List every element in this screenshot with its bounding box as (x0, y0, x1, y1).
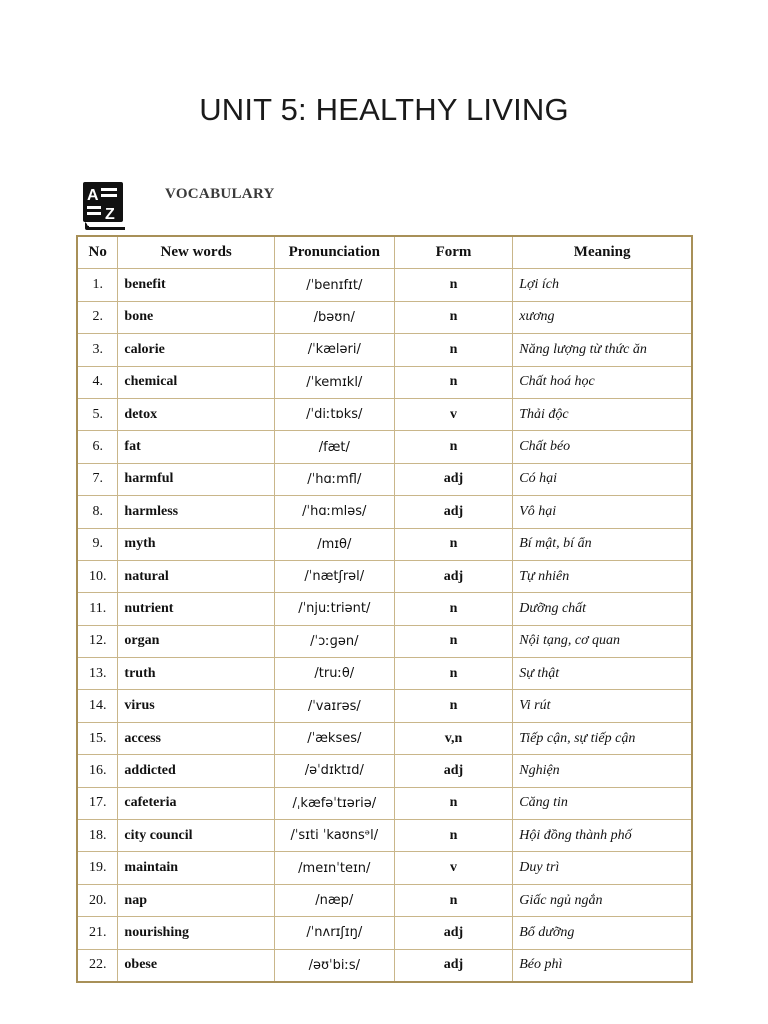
table-row (77, 593, 692, 625)
cell-no: 13. (77, 658, 118, 690)
table-row (77, 820, 692, 852)
cell-pronunciation: /bəʊn/ (274, 301, 394, 333)
cell-meaning: Chất hoá học (513, 366, 692, 398)
cell-meaning: Bí mật, bí ẩn (513, 528, 692, 560)
cell-no: 2. (77, 301, 118, 333)
cell-meaning: Nghiện (513, 755, 692, 787)
table-row (77, 560, 692, 592)
table-row (77, 755, 692, 787)
svg-text:A: A (87, 187, 99, 204)
cell-form: n (394, 884, 513, 916)
cell-form: adj (394, 917, 513, 949)
cell-form: n (394, 334, 513, 366)
cell-meaning: Vô hại (513, 496, 692, 528)
cell-pronunciation: /ˈhɑːmfl/ (274, 463, 394, 495)
cell-pronunciation: /ˈnætʃrəl/ (274, 560, 394, 592)
cell-no: 4. (77, 366, 118, 398)
table-row (77, 269, 692, 301)
cell-meaning: Giấc ngủ ngắn (513, 884, 692, 916)
cell-no: 7. (77, 463, 118, 495)
cell-meaning: Duy trì (513, 852, 692, 884)
cell-no: 17. (77, 787, 118, 819)
cell-meaning: Bổ dưỡng (513, 917, 692, 949)
cell-meaning: Béo phì (513, 949, 692, 982)
cell-no: 18. (77, 820, 118, 852)
cell-pronunciation: /meɪnˈteɪn/ (274, 852, 394, 884)
page-title: UNIT 5: HEALTHY LIVING (199, 92, 569, 127)
cell-form: n (394, 593, 513, 625)
cell-meaning: Căng tin (513, 787, 692, 819)
cell-form: n (394, 301, 513, 333)
cell-meaning: Tự nhiên (513, 560, 692, 592)
cell-no: 10. (77, 560, 118, 592)
cell-word: nutrient (118, 593, 274, 625)
cell-word: harmful (118, 463, 274, 495)
table-row (77, 366, 692, 398)
svg-text:Z: Z (105, 206, 115, 223)
cell-no: 15. (77, 722, 118, 754)
cell-word: harmless (118, 496, 274, 528)
header-pronunciation: Pronunciation (274, 236, 394, 269)
table-row (77, 625, 692, 657)
cell-pronunciation: /əʊˈbiːs/ (274, 949, 394, 982)
cell-pronunciation: /ˈnjuːtriənt/ (274, 593, 394, 625)
cell-pronunciation: /ˈɔːɡən/ (274, 625, 394, 657)
cell-form: n (394, 787, 513, 819)
cell-word: obese (118, 949, 274, 982)
table-row (77, 496, 692, 528)
cell-pronunciation: /næp/ (274, 884, 394, 916)
header-new-words: New words (118, 236, 274, 269)
cell-pronunciation: /ˌkæfəˈtɪəriə/ (274, 787, 394, 819)
cell-meaning: Sự thật (513, 658, 692, 690)
cell-word: virus (118, 690, 274, 722)
cell-word: cafeteria (118, 787, 274, 819)
cell-word: bone (118, 301, 274, 333)
cell-no: 14. (77, 690, 118, 722)
cell-meaning: Hội đồng thành phố (513, 820, 692, 852)
cell-form: n (394, 366, 513, 398)
vocabulary-table (76, 235, 693, 983)
cell-word: nap (118, 884, 274, 916)
cell-word: truth (118, 658, 274, 690)
cell-pronunciation: /ˈvaɪrəs/ (274, 690, 394, 722)
cell-form: adj (394, 463, 513, 495)
cell-meaning: Thải độc (513, 398, 692, 430)
cell-form: v (394, 398, 513, 430)
cell-no: 20. (77, 884, 118, 916)
cell-no: 22. (77, 949, 118, 982)
cell-word: calorie (118, 334, 274, 366)
cell-pronunciation: /truːθ/ (274, 658, 394, 690)
cell-word: detox (118, 398, 274, 430)
dictionary-book-icon (81, 180, 127, 232)
cell-form: adj (394, 496, 513, 528)
cell-meaning: Dưỡng chất (513, 593, 692, 625)
table-row (77, 690, 692, 722)
cell-no: 9. (77, 528, 118, 560)
cell-form: adj (394, 949, 513, 982)
cell-no: 16. (77, 755, 118, 787)
cell-form: n (394, 431, 513, 463)
table-row (77, 334, 692, 366)
cell-word: benefit (118, 269, 274, 301)
cell-no: 3. (77, 334, 118, 366)
cell-no: 12. (77, 625, 118, 657)
cell-word: organ (118, 625, 274, 657)
cell-form: n (394, 820, 513, 852)
table-header-row (77, 236, 692, 269)
header-no: No (77, 236, 118, 269)
table-row (77, 884, 692, 916)
cell-no: 11. (77, 593, 118, 625)
cell-pronunciation: /ˈkæləri/ (274, 334, 394, 366)
cell-form: n (394, 658, 513, 690)
header-meaning: Meaning (513, 236, 692, 269)
table-row (77, 852, 692, 884)
cell-meaning: Có hại (513, 463, 692, 495)
cell-form: adj (394, 560, 513, 592)
cell-no: 5. (77, 398, 118, 430)
cell-meaning: Năng lượng từ thức ăn (513, 334, 692, 366)
cell-word: access (118, 722, 274, 754)
cell-meaning: Vi rút (513, 690, 692, 722)
cell-form: adj (394, 755, 513, 787)
cell-meaning: Lợi ích (513, 269, 692, 301)
cell-form: n (394, 625, 513, 657)
cell-pronunciation: /ˈhɑːmləs/ (274, 496, 394, 528)
cell-no: 8. (77, 496, 118, 528)
cell-word: maintain (118, 852, 274, 884)
cell-pronunciation: /mɪθ/ (274, 528, 394, 560)
cell-form: n (394, 528, 513, 560)
table-row (77, 917, 692, 949)
cell-pronunciation: /ˈdiːtɒks/ (274, 398, 394, 430)
cell-form: n (394, 690, 513, 722)
cell-form: n (394, 269, 513, 301)
table-row (77, 301, 692, 333)
cell-pronunciation: /ˈkemɪkl/ (274, 366, 394, 398)
table-row (77, 658, 692, 690)
cell-no: 6. (77, 431, 118, 463)
table-row (77, 463, 692, 495)
cell-meaning: Chất béo (513, 431, 692, 463)
cell-pronunciation: /ˈnʌrɪʃɪŋ/ (274, 917, 394, 949)
table-row (77, 431, 692, 463)
table-row (77, 722, 692, 754)
cell-form: v,n (394, 722, 513, 754)
cell-word: myth (118, 528, 274, 560)
header-form: Form (394, 236, 513, 269)
table-row (77, 787, 692, 819)
table-row (77, 949, 692, 982)
cell-no: 19. (77, 852, 118, 884)
table-row (77, 528, 692, 560)
cell-meaning: xương (513, 301, 692, 333)
cell-pronunciation: /ˈbenɪfɪt/ (274, 269, 394, 301)
cell-word: addicted (118, 755, 274, 787)
cell-form: v (394, 852, 513, 884)
cell-pronunciation: /fæt/ (274, 431, 394, 463)
cell-pronunciation: /ˈækses/ (274, 722, 394, 754)
cell-word: chemical (118, 366, 274, 398)
cell-meaning: Nội tạng, cơ quan (513, 625, 692, 657)
cell-no: 1. (77, 269, 118, 301)
cell-word: natural (118, 560, 274, 592)
table-row (77, 398, 692, 430)
cell-meaning: Tiếp cận, sự tiếp cận (513, 722, 692, 754)
cell-word: fat (118, 431, 274, 463)
section-label: VOCABULARY (165, 186, 275, 202)
cell-word: city council (118, 820, 274, 852)
cell-no: 21. (77, 917, 118, 949)
cell-word: nourishing (118, 917, 274, 949)
cell-pronunciation: /əˈdɪktɪd/ (274, 755, 394, 787)
cell-pronunciation: /ˈsɪti ˈkaʊnsᵊl/ (274, 820, 394, 852)
